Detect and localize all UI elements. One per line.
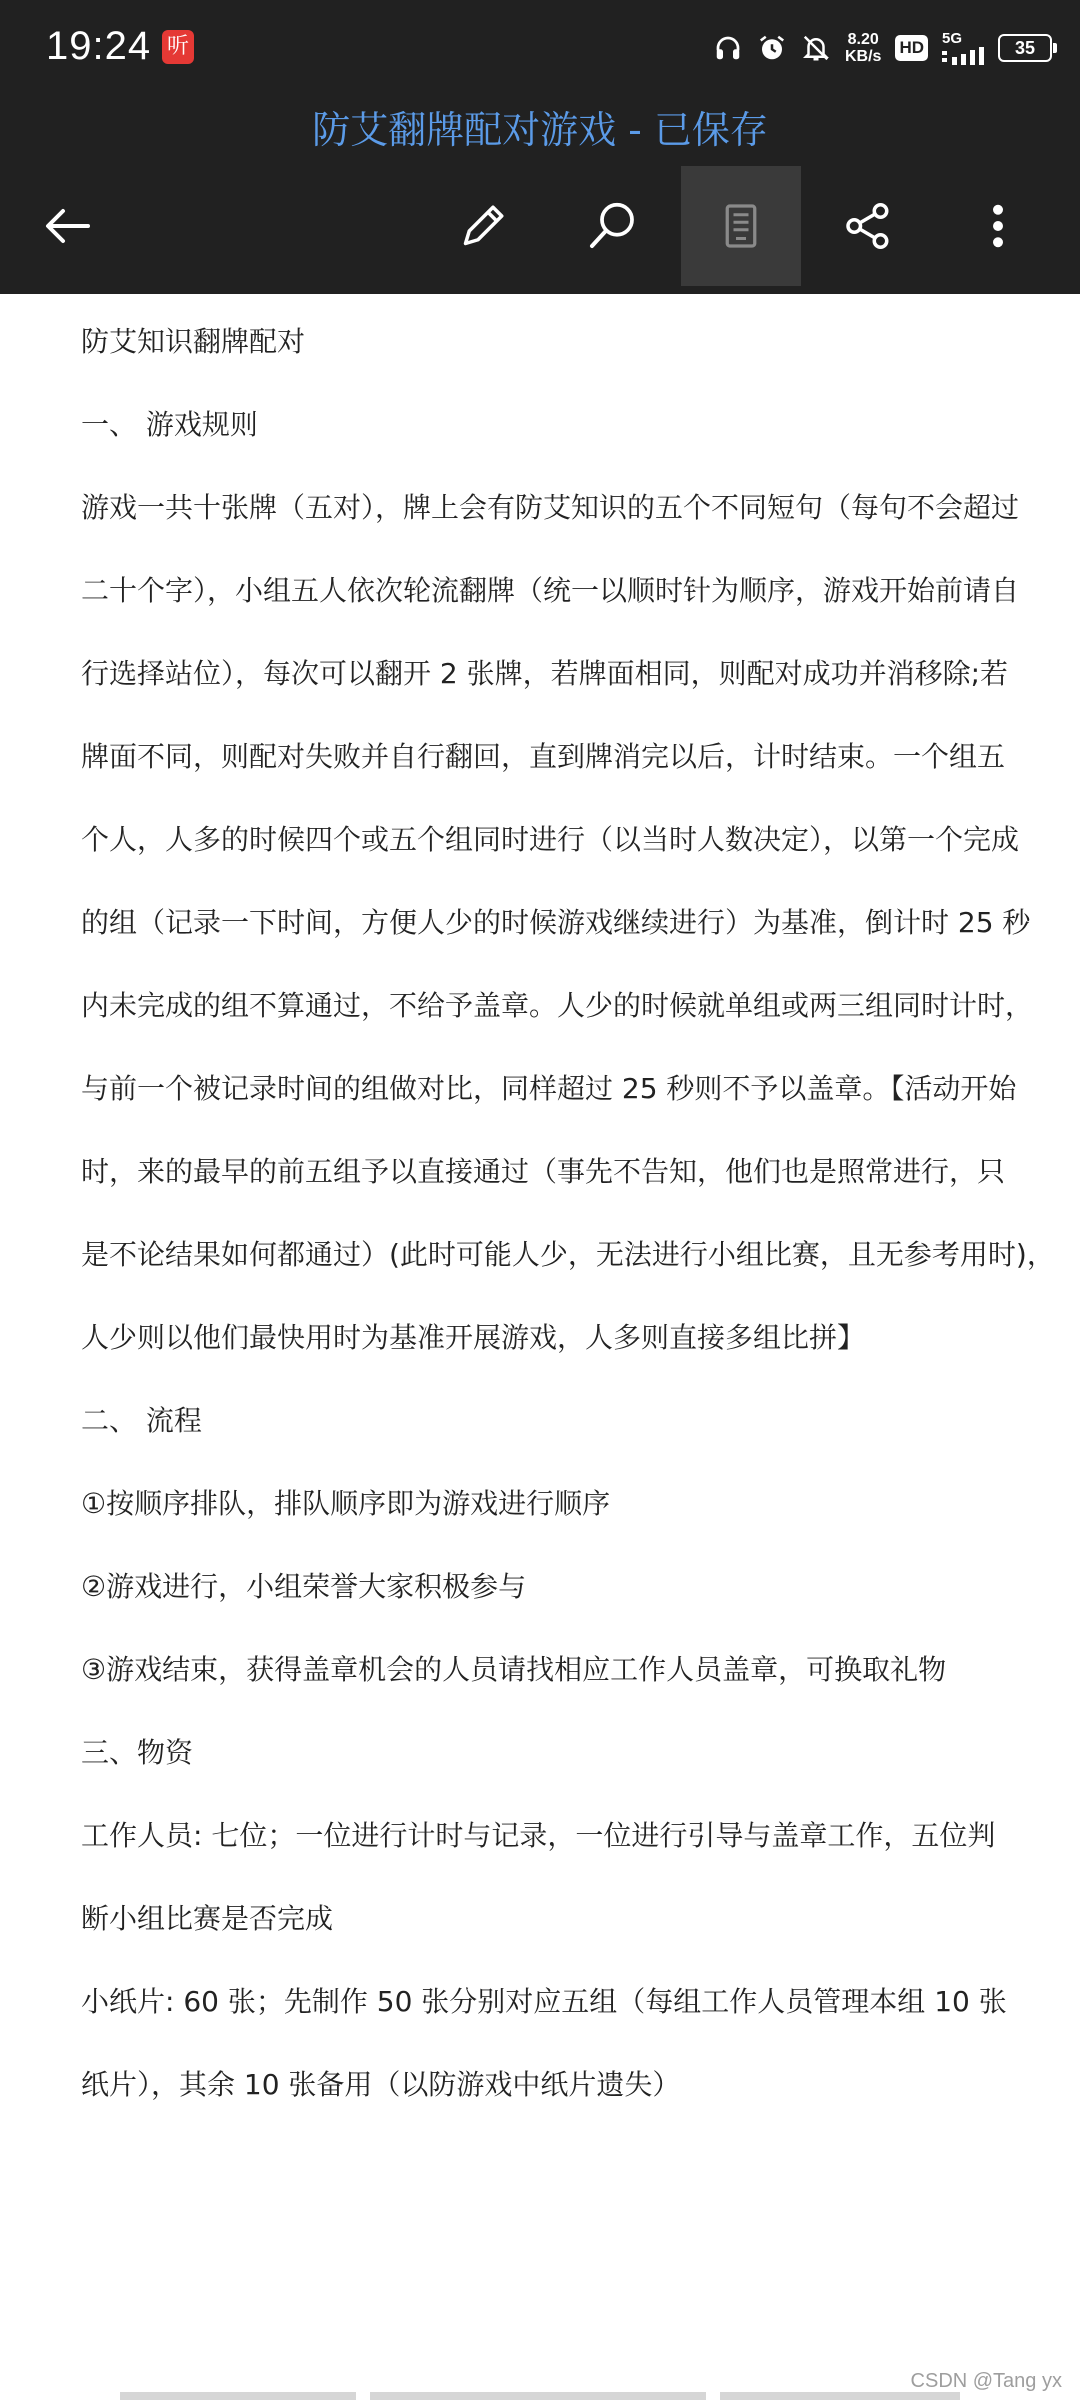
document-paragraph: 游戏一共十张牌（五对），牌上会有防艾知识的五个不同短句（每句不会超过 — [81, 491, 1020, 524]
document-paragraph: 是不论结果如何都通过）(此时可能人少，无法进行小组比赛，且无参考用时)， — [81, 1238, 1055, 1271]
network-speed — [845, 31, 881, 65]
status-icons — [713, 26, 1052, 70]
headphones-icon — [713, 33, 743, 63]
pencil-icon — [453, 196, 513, 256]
reading-mode-icon — [711, 196, 771, 256]
document-paragraph: 个人，人多的时候四个或五个组同时进行（以当时人数决定），以第一个完成 — [81, 823, 1020, 856]
network-speed-value: 8.20 — [847, 31, 879, 48]
back-button[interactable] — [8, 166, 128, 286]
back-arrow-icon — [38, 196, 98, 256]
share-icon — [838, 196, 898, 256]
status-time: 19:24 — [46, 24, 152, 68]
progress-segment — [120, 2392, 356, 2400]
search-button[interactable] — [552, 166, 672, 286]
document-paragraph: 时，来的最早的前五组予以直接通过（事先不告知，他们也是照常进行，只 — [81, 1155, 1006, 1188]
document-paragraph: ①按顺序排队，排队顺序即为游戏进行顺序 — [81, 1487, 611, 1520]
listen-app-badge-icon: 听 — [162, 30, 194, 64]
share-button[interactable] — [808, 166, 928, 286]
mute-bell-icon — [801, 33, 831, 63]
status-bar — [0, 0, 1080, 94]
document-paragraph: 牌面不同，则配对失败并自行翻回，直到牌消完以后，计时结束。一个组五 — [81, 740, 1006, 773]
document-paragraph: ③游戏结束，获得盖章机会的人员请找相应工作人员盖章，可换取礼物 — [81, 1653, 947, 1686]
signal-group — [942, 31, 984, 65]
csdn-watermark: CSDN @Tang yx — [910, 2370, 1062, 2392]
document-paragraph: 防艾知识翻牌配对 — [81, 325, 306, 358]
document-paragraph: 纸片），其余 10 张备用（以防游戏中纸片遗失） — [81, 2068, 681, 2101]
document-paragraph: 工作人员: 七位；一位进行计时与记录，一位进行引导与盖章工作，五位判 — [81, 1819, 996, 1852]
reading-mode-button[interactable] — [681, 166, 801, 286]
document-paragraph: 二、 流程 — [81, 1404, 202, 1437]
document-paragraph: 二十个字），小组五人依次轮流翻牌（统一以顺时针为顺序，游戏开始前请自 — [81, 574, 1020, 607]
alarm-icon — [757, 33, 787, 63]
document-paragraph: 人少则以他们最快用时为基准开展游戏，人多则直接多组比拼】 — [81, 1321, 866, 1354]
more-vertical-icon — [968, 196, 1028, 256]
progress-segment — [720, 2392, 960, 2400]
edit-button[interactable] — [423, 166, 543, 286]
document-title: 防艾翻牌配对游戏 - 已保存 — [312, 108, 768, 152]
document-paragraph: 断小组比赛是否完成 — [81, 1902, 334, 1935]
battery-indicator: 35 — [998, 34, 1052, 62]
search-icon — [582, 196, 642, 256]
document-paragraph: ②游戏进行，小组荣誉大家积极参与 — [81, 1570, 527, 1603]
document-paragraph: 小纸片: 60 张；先制作 50 张分别对应五组（每组工作人员管理本组 10 张 — [81, 1985, 1007, 2018]
document-body — [81, 300, 1055, 2126]
document-paragraph: 内未完成的组不算通过，不给予盖章。人少的时候就单组或两三组同时计时， — [81, 989, 1034, 1022]
document-paragraph: 三、物资 — [81, 1736, 194, 1769]
network-type: 5G — [942, 30, 963, 47]
document-paragraph: 的组（记录一下时间，方便人少的时候游戏继续进行）为基准，倒计时 25 秒 — [81, 906, 1031, 939]
document-paragraph: 一、 游戏规则 — [81, 408, 258, 441]
toolbar — [0, 166, 1080, 286]
document-paragraph: 与前一个被记录时间的组做对比，同样超过 25 秒则不予以盖章。【活动开始 — [81, 1072, 1017, 1105]
more-options-button[interactable] — [938, 166, 1058, 286]
page-progress-bar — [120, 2392, 960, 2400]
signal-bars-icon — [942, 47, 984, 65]
progress-segment — [370, 2392, 706, 2400]
hd-badge: HD — [895, 35, 928, 61]
document-paragraph: 行选择站位），每次可以翻开 2 张牌，若牌面相同，则配对成功并消移除;若 — [81, 657, 1009, 690]
app-bar — [0, 94, 1080, 294]
network-speed-unit: KB/s — [844, 48, 882, 65]
